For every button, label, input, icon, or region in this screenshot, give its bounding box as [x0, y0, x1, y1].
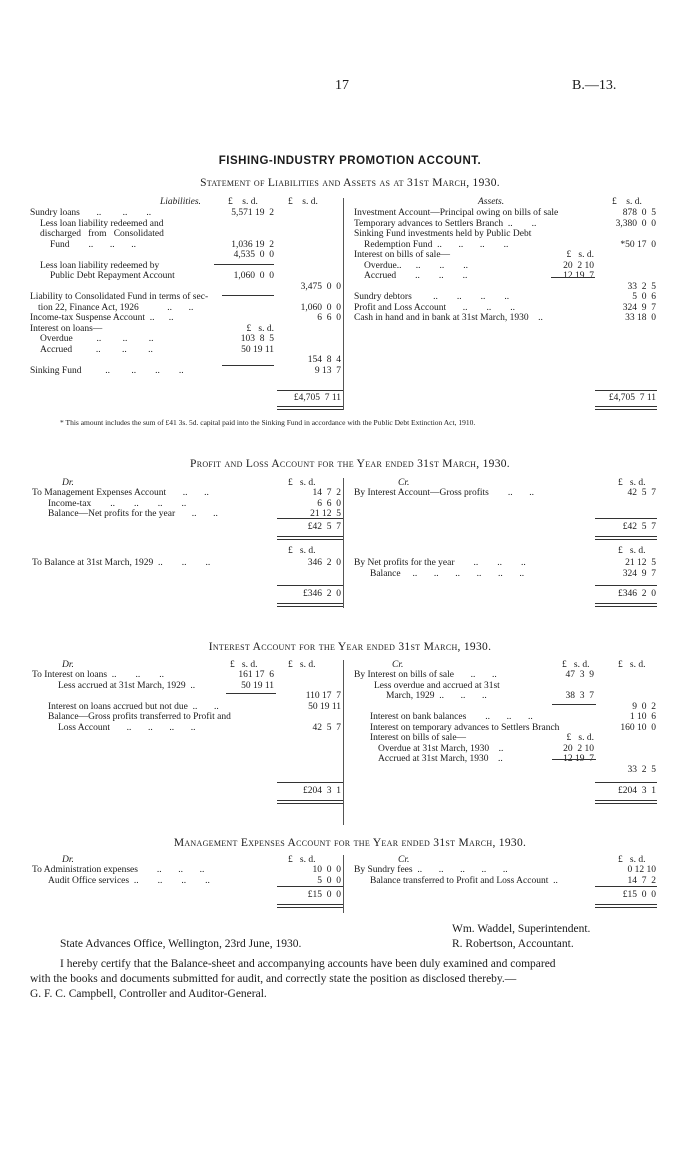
ledger-text: Overdue .. .. .. [40, 334, 154, 344]
ledger-amount: 4,535 0 0 [233, 250, 274, 260]
profit-loss-heading: Profit and Loss Account for the Year ended 31st March, 1930. [190, 458, 510, 470]
pl-money-head-dr: £ s. d. [288, 478, 316, 488]
ledger-amount: 42 5 7 [312, 722, 341, 733]
ledger-amount: 33 2 5 [627, 764, 656, 775]
ledger-text: Less loan liability redeemed by [40, 260, 160, 271]
rule [551, 277, 595, 278]
pl-cr-total-2: £346 2 0 [618, 589, 656, 599]
ledger-amount: 161 17 6 [238, 670, 274, 680]
ledger-amount: 1,036 19 2 [231, 239, 274, 250]
ledger-text: Balance transferred to Profit and Loss Account .. [370, 875, 558, 886]
ledger-amount: 50 19 11 [241, 680, 274, 691]
ledger-text: To Administration expenses .. .. .. [32, 865, 205, 875]
office-date: State Advances Office, Wellington, 23rd June, 1930. [60, 938, 302, 950]
signature-accountant: R. Robertson, Accountant. [452, 938, 574, 950]
ledger-amount: 103 8 5 [240, 334, 274, 344]
ledger-amount: 346 2 0 [307, 558, 341, 568]
rule [277, 886, 343, 887]
int-money-head-4: £ s. d. [618, 660, 646, 670]
ledger-text: Less accrued at 31st March, 1929 .. [58, 680, 196, 691]
ledger-amount: 21 12 5 [625, 558, 656, 568]
interest-heading: Interest Account for the Year ended 31st March, 1930. [208, 641, 492, 653]
ledger-text: Sinking Fund .. .. .. .. [30, 365, 184, 376]
ledger-amount: 1,060 0 0 [300, 302, 341, 313]
ledger-amount: 47 3 9 [565, 670, 594, 680]
rule [226, 693, 276, 694]
ledger-amount: 9 13 7 [314, 365, 341, 376]
rule [595, 886, 657, 887]
ledger-text: Loss Account .. .. .. .. [58, 722, 196, 733]
rule [552, 759, 596, 760]
ledger-text: By Net profits for the year .. .. .. [354, 558, 526, 568]
certificate-line-3: G. F. C. Campbell, Controller and Auditor-General. [30, 988, 267, 1000]
ledger-amount: 33 18 0 [625, 313, 656, 323]
ledger-text: By Interest on bills of sale .. .. [354, 670, 497, 680]
pl-dr-total: £42 5 7 [307, 522, 341, 532]
ledger-amount: 1 10 6 [629, 712, 656, 722]
ledger-text: Balance—Gross profits transferred to Profit and [48, 712, 231, 722]
rule [277, 518, 343, 519]
ledger-amount: 6 6 0 [317, 498, 341, 509]
ledger-amount: £ s. d. [566, 250, 594, 260]
certificate-line-1: I hereby certify that the Balance-sheet and accompanying accounts have been duly examined and compared [60, 958, 556, 970]
ledger-amount: *50 17 0 [620, 239, 656, 250]
ledger-text: Overdue at 31st March, 1930 .. [378, 743, 504, 754]
ledger-text: Interest on bills of sale— [354, 250, 451, 260]
ledger-text: To Balance at 31st March, 1929 .. .. .. [32, 558, 211, 568]
pl-money-head-dr-2: £ s. d. [288, 546, 316, 556]
ledger-text: To Management Expenses Account .. .. [32, 488, 209, 498]
rule [277, 390, 343, 391]
double-rule [277, 904, 343, 908]
double-rule [595, 603, 657, 607]
ledger-amount: 160 10 0 [620, 722, 656, 733]
ledger-text: Interest on bills of sale— [370, 733, 467, 743]
ledger-text: Interest on bank balances .. .. .. [370, 712, 533, 722]
ledger-amount: 878 0 5 [622, 208, 656, 218]
ledger-amount: 38 3 7 [565, 691, 594, 701]
ledger-text: Income-tax .. .. .. .. [48, 498, 187, 509]
rule [595, 390, 657, 391]
ledger-amount: £ s. d. [566, 733, 594, 743]
ledger-amount: 21 12 5 [310, 509, 341, 519]
mgmt-divider [343, 855, 344, 913]
ledger-amount: 5,571 19 2 [231, 208, 274, 218]
ledger-text: Redemption Fund .. .. .. .. [364, 239, 509, 250]
ledger-text: Audit Office services .. .. .. .. [48, 875, 210, 886]
ledger-amount: 42 5 7 [627, 488, 656, 498]
rule [277, 782, 343, 783]
ledger-text: Accrued at 31st March, 1930 .. [378, 754, 503, 764]
ledger-text: discharged from Consolidated [40, 229, 164, 239]
pl-cr-total: £42 5 7 [622, 522, 656, 532]
ledger-text: Interest on temporary advances to Settlers Branch [370, 722, 560, 733]
mgmt-heading: Management Expenses Account for the Year ended 31st March, 1930. [173, 837, 527, 849]
ledger-amount: 154 8 4 [307, 355, 341, 365]
double-rule [595, 406, 657, 410]
ledger-text: Liability to Consolidated Fund in terms of sec- [30, 292, 209, 302]
ledger-amount: 1,060 0 0 [233, 271, 274, 281]
liabilities-money-head-2: £ s. d. [288, 197, 318, 207]
ledger-text: Accrued .. .. .. [364, 271, 468, 281]
ledger-text: Interest on loans accrued but not due .. .. [48, 701, 219, 712]
page-number: 17 [335, 78, 349, 93]
ledger-text: Income-tax Suspense Account .. .. [30, 313, 174, 323]
assets-heading: Assets. [478, 197, 505, 207]
int-money-head-3: £ s. d. [562, 660, 590, 670]
ledger-text: Balance—Net profits for the year .. .. [48, 509, 218, 519]
int-money-head-2: £ s. d. [288, 660, 316, 670]
mgmt-cr-label: Cr. [398, 855, 410, 865]
ledger-amount: 20 2 10 [563, 743, 594, 754]
ledger-text: Less overdue and accrued at 31st [374, 680, 500, 691]
pl-cr-label: Cr. [398, 478, 410, 488]
ledger-text: To Interest on loans .. .. .. [32, 670, 165, 680]
ledger-text: Interest on loans— [30, 323, 103, 334]
liabilities-money-head-1: £ s. d. [228, 197, 258, 207]
rule [277, 585, 343, 586]
mgmt-money-head-dr: £ s. d. [288, 855, 316, 865]
ledger-amount: 14 7 2 [627, 875, 656, 886]
ledger-text: March, 1929 .. .. .. [386, 691, 487, 701]
rule [222, 365, 274, 366]
rule [595, 585, 657, 586]
ledger-text: Accrued .. .. .. [40, 344, 153, 355]
ledger-amount: 10 0 0 [312, 865, 341, 875]
pl-money-head-cr: £ s. d. [618, 478, 646, 488]
ledger-text: Temporary advances to Settlers Branch .. .. [354, 218, 537, 229]
ledger-text: Public Debt Repayment Account [50, 271, 175, 281]
ledger-amount: 33 2 5 [627, 281, 656, 292]
balance-sheet-heading: Statement of Liabilities and Assets as at 31st March, 1930. [200, 177, 500, 189]
mgmt-dr-total: £15 0 0 [307, 890, 341, 900]
liabilities-heading: Liabilities. [160, 197, 201, 207]
double-rule [277, 800, 343, 804]
balance-sheet-divider [343, 198, 344, 410]
ledger-text: Investment Account—Principal owing on bills of sale [354, 208, 559, 218]
ledger-text: Fund .. .. .. [50, 239, 137, 250]
ledger-amount: 324 9 7 [622, 568, 656, 579]
double-rule [277, 406, 343, 410]
ledger-amount: 3,475 0 0 [300, 281, 341, 292]
ledger-text: By Interest Account—Gross profits .. .. [354, 488, 534, 498]
rule [222, 295, 274, 296]
ledger-amount: 12 19 7 [563, 754, 594, 764]
ledger-text: Profit and Loss Account .. .. .. [354, 302, 515, 313]
double-rule [277, 536, 343, 540]
mgmt-cr-total: £15 0 0 [622, 890, 656, 900]
certificate-line-2: with the books and documents submitted for audit, and correctly state the position as disclosed thereby.— [30, 973, 517, 985]
ledger-amount: 9 0 2 [632, 701, 656, 712]
liabilities-total: £4,705 7 11 [293, 393, 341, 403]
rule [595, 518, 657, 519]
ledger-text: Less loan liability redeemed and [40, 218, 164, 229]
signature-superintendent: Wm. Waddel, Superintendent. [452, 923, 591, 935]
ledger-amount: 50 19 11 [241, 344, 274, 355]
ledger-text: By Sundry fees .. .. .. .. .. [354, 865, 508, 875]
int-money-head-1: £ s. d. [230, 660, 258, 670]
ledger-amount: £ s. d. [246, 323, 274, 334]
ledger-amount: 50 19 11 [308, 701, 341, 712]
int-cr-total: £204 3 1 [618, 786, 656, 796]
pl-dr-label: Dr. [62, 478, 74, 488]
page-title: FISHING-INDUSTRY PROMOTION ACCOUNT. [218, 155, 482, 167]
ledger-amount: 0 12 10 [627, 865, 656, 875]
ledger-amount: 3,380 0 0 [615, 218, 656, 229]
pl-money-head-cr-2: £ s. d. [618, 546, 646, 556]
rule [214, 264, 274, 265]
int-cr-label: Cr. [392, 660, 404, 670]
ledger-amount: 12 19 7 [563, 271, 594, 281]
double-rule [595, 536, 657, 540]
mgmt-dr-label: Dr. [62, 855, 74, 865]
document-ref: B.—13. [572, 78, 617, 93]
pl-divider [343, 478, 344, 608]
ledger-amount: 324 9 7 [622, 302, 656, 313]
ledger-text: Balance .. .. .. .. .. .. [370, 568, 525, 579]
ledger-text: tion 22, Finance Act, 1926 .. .. [38, 302, 194, 313]
rule [552, 704, 596, 705]
ledger-text: Overdue.. .. .. .. [364, 260, 468, 271]
assets-total: £4,705 7 11 [608, 393, 656, 403]
interest-divider [343, 660, 344, 825]
pl-dr-total-2: £346 2 0 [303, 589, 341, 599]
double-rule [277, 603, 343, 607]
int-dr-total: £204 3 1 [303, 786, 341, 796]
ledger-amount: 5 0 6 [632, 292, 656, 302]
ledger-amount: 20 2 10 [563, 260, 594, 271]
assets-money-head: £ s. d. [612, 197, 642, 207]
ledger-text: Cash in hand and in bank at 31st March, 1930 .. [354, 313, 543, 323]
ledger-text: Sinking Fund investments held by Public Debt [354, 229, 532, 239]
mgmt-money-head-cr: £ s. d. [618, 855, 646, 865]
double-rule [595, 904, 657, 908]
int-dr-label: Dr. [62, 660, 74, 670]
double-rule [595, 800, 657, 804]
ledger-amount: 6 6 0 [317, 313, 341, 323]
rule [595, 782, 657, 783]
ledger-text: Sundry debtors .. .. .. .. [354, 292, 510, 302]
ledger-amount: 5 0 0 [317, 875, 341, 886]
footnote: * This amount includes the sum of £41 3s. 5d. capital paid into the Sinking Fund in accordance with the Public Debt Extinction Act, 1910. [60, 418, 476, 427]
ledger-text: Sundry loans .. .. .. [30, 208, 152, 218]
ledger-amount: 110 17 7 [305, 691, 341, 701]
ledger-amount: 14 7 2 [312, 488, 341, 498]
